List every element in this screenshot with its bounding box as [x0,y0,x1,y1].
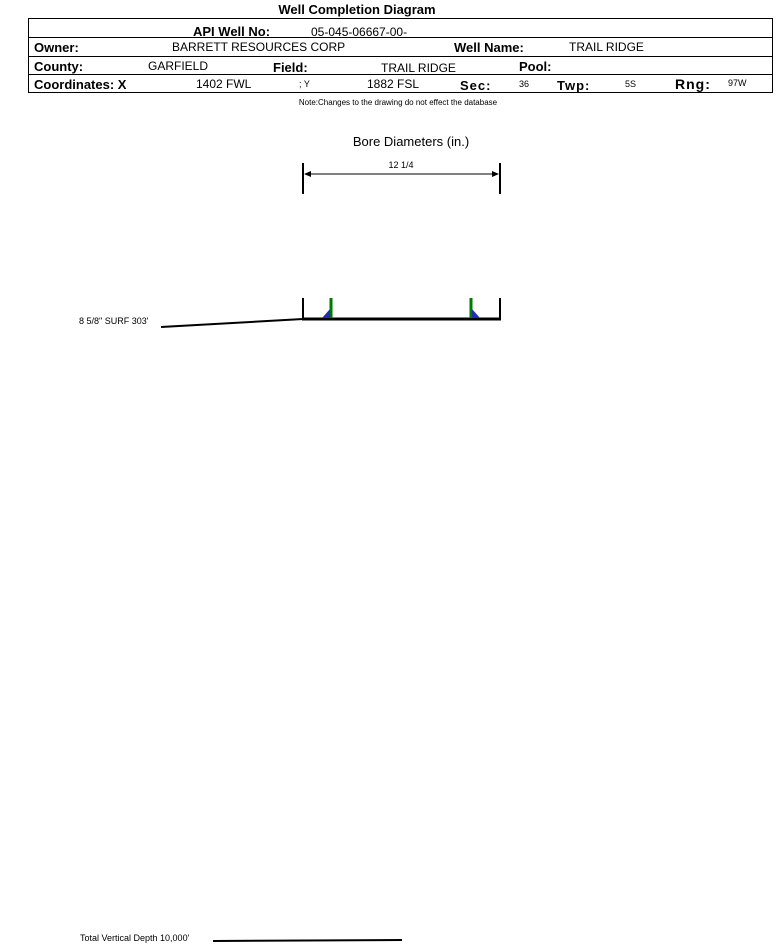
bore-arrow-right [492,171,499,177]
well-name-value: TRAIL RIDGE [569,40,644,54]
twp-value: 5S [625,79,637,89]
diagram-title: Well Completion Diagram [278,2,436,17]
cement-shoe-left [322,309,330,318]
coord-x-value: 1402 FWL [196,77,252,91]
coord-y-value: 1882 FSL [367,77,420,91]
rng-value: 97W [728,78,747,88]
twp-label: Twp: [557,78,591,93]
drawing-note: Note:Changes to the drawing do not effect the database [298,98,498,107]
sec-label: Sec: [460,78,492,93]
field-value: TRAIL RIDGE [381,61,456,75]
total-depth-label: Total Vertical Depth 10,000' [80,933,190,943]
owner-value: BARRETT RESOURCES CORP [172,40,346,54]
owner-label: Owner: [34,40,79,55]
casing-label: 8 5/8" SURF 303' [79,316,149,326]
field-label: Field: [273,60,308,75]
well-name-label: Well Name: [454,40,524,55]
bore-arrow-left [304,171,311,177]
county-value: GARFIELD [148,59,209,73]
bore-diameters-title: Bore Diameters (in.) [352,134,470,149]
rng-label: Rng: [675,76,711,92]
coord-y-label: ; Y [299,79,310,89]
pool-label: Pool: [519,59,552,74]
total-depth-line [213,940,402,941]
cement-shoe-right [472,309,480,318]
sec-value: 36 [519,79,530,89]
api-well-value: 05-045-06667-00- [311,25,408,39]
bore-diameter-label: 12 1/4 [388,160,414,170]
county-label: County: [34,59,84,74]
coordinates-label: Coordinates: X [34,77,127,92]
casing-leader-line [161,319,303,327]
api-well-label: API Well No: [193,24,271,39]
